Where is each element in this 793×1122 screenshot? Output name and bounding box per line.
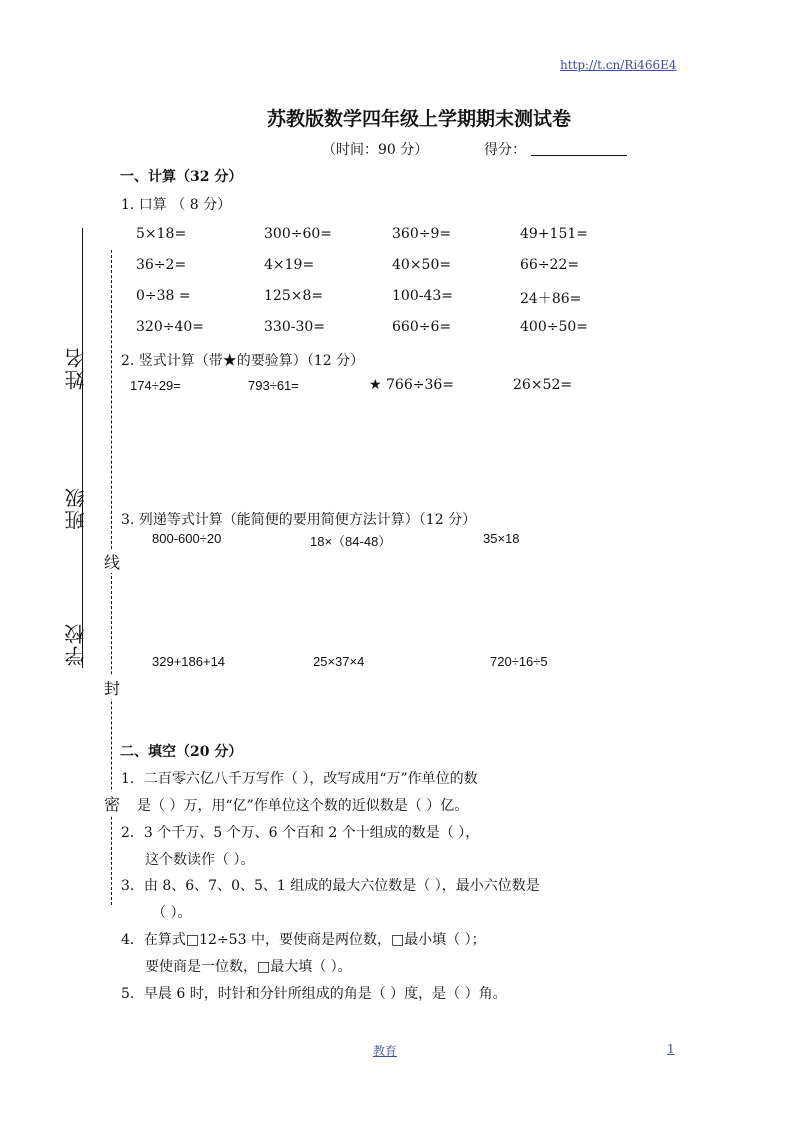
section2-heading: 二、填空（20 分） bbox=[120, 744, 243, 760]
q1-r4-c2: 330-30= bbox=[264, 319, 325, 335]
score-blank-line bbox=[531, 155, 627, 156]
fill-line-2: 是（ ）万，用“亿”作单位这个数的近似数是（ ）亿。 bbox=[137, 798, 469, 814]
fill-line-3: 2．3 个千万、5 个万、6 个百和 2 个十组成的数是（ ）， bbox=[121, 825, 480, 841]
q2-item-3: ★ 766÷36= bbox=[369, 377, 454, 393]
q1-r2-c4: 66÷22= bbox=[520, 257, 580, 273]
q1-r2-c1: 36÷2= bbox=[136, 257, 187, 273]
page-number: 1 bbox=[667, 1042, 675, 1056]
q3-row1-item-1: 800-600÷20 bbox=[152, 531, 222, 546]
class-label: 班级 bbox=[64, 486, 88, 530]
q3-row1-item-3: 35×18 bbox=[483, 531, 520, 546]
q1-r2-c3: 40×50= bbox=[392, 257, 452, 273]
fill-line-5: 3．由 8、6、7、0、5、1 组成的最大六位数是（ ），最小六位数是 bbox=[121, 878, 540, 894]
q3-row1-item-2: 18×（84-48） bbox=[310, 534, 392, 549]
time-info: （时间：90 分） bbox=[322, 142, 429, 158]
fill-line-4: 这个数读作（ ）。 bbox=[145, 852, 255, 868]
fill-line-1: 1．二百零六亿八千万写作（ ），改写成用“万”作单位的数 bbox=[121, 771, 478, 787]
binding-solid-line bbox=[82, 228, 83, 668]
page-title: 苏教版数学四年级上学期期末测试卷 bbox=[267, 108, 572, 130]
q3-row2-item-1: 329+186+14 bbox=[152, 654, 226, 669]
fill-line-6: （ ）。 bbox=[152, 905, 192, 921]
q1-r4-c1: 320÷40= bbox=[136, 319, 204, 335]
q1-r3-c4: 24＋86= bbox=[520, 291, 582, 307]
fill-line-9: 5．早晨 6 时，时针和分针所组成的角是（ ）度，是（ ）角。 bbox=[121, 986, 507, 1002]
fill-line-8: 要使商是一位数，□最大填（ ）。 bbox=[145, 959, 352, 975]
q1-r4-c3: 660÷6= bbox=[392, 319, 452, 335]
q3-row2-item-3: 720÷16÷5 bbox=[490, 654, 548, 669]
q1-r1-c1: 5×18= bbox=[136, 226, 187, 242]
q1-r1-c2: 300÷60= bbox=[264, 226, 332, 242]
fill-line-7: 4．在算式□12÷53 中，要使商是两位数，□最小填（ ）； bbox=[121, 932, 486, 948]
q1-r3-c2: 125×8= bbox=[264, 288, 324, 304]
q1-r3-c3: 100-43= bbox=[392, 288, 453, 304]
q3-row2-item-2: 25×37×4 bbox=[313, 654, 365, 669]
seal-mi-char: 密 bbox=[104, 792, 120, 815]
q1-r2-c2: 4×19= bbox=[264, 257, 315, 273]
header-url-link[interactable]: http://t.cn/Ri466E4 bbox=[560, 58, 677, 72]
q3-label: 3. 列递等式计算（能简便的要用简便方法计算）（12 分） bbox=[121, 512, 477, 528]
q1-r1-c3: 360÷9= bbox=[392, 226, 452, 242]
q2-item-1: 174÷29= bbox=[130, 378, 181, 393]
q1-r1-c4: 49+151= bbox=[520, 226, 588, 242]
section1-heading: 一、计算（32 分） bbox=[120, 169, 243, 185]
footer-center-link[interactable]: 教育 bbox=[373, 1044, 398, 1058]
q2-item-4: 26×52= bbox=[513, 377, 573, 393]
seal-line-char: 线 bbox=[104, 550, 120, 573]
school-label: 学校 bbox=[64, 622, 88, 666]
seal-feng-char: 封 bbox=[104, 676, 120, 699]
q1-r4-c4: 400÷50= bbox=[520, 319, 588, 335]
q2-label: 2. 竖式计算（带★的要验算）（12 分） bbox=[121, 353, 365, 369]
q1-label: 1. 口算 （ 8 分） bbox=[121, 197, 232, 213]
score-label: 得分： bbox=[484, 142, 526, 158]
q1-r3-c1: 0÷38 = bbox=[136, 288, 191, 304]
name-label: 姓名 bbox=[64, 346, 88, 390]
q2-item-2: 793÷61= bbox=[248, 378, 299, 393]
